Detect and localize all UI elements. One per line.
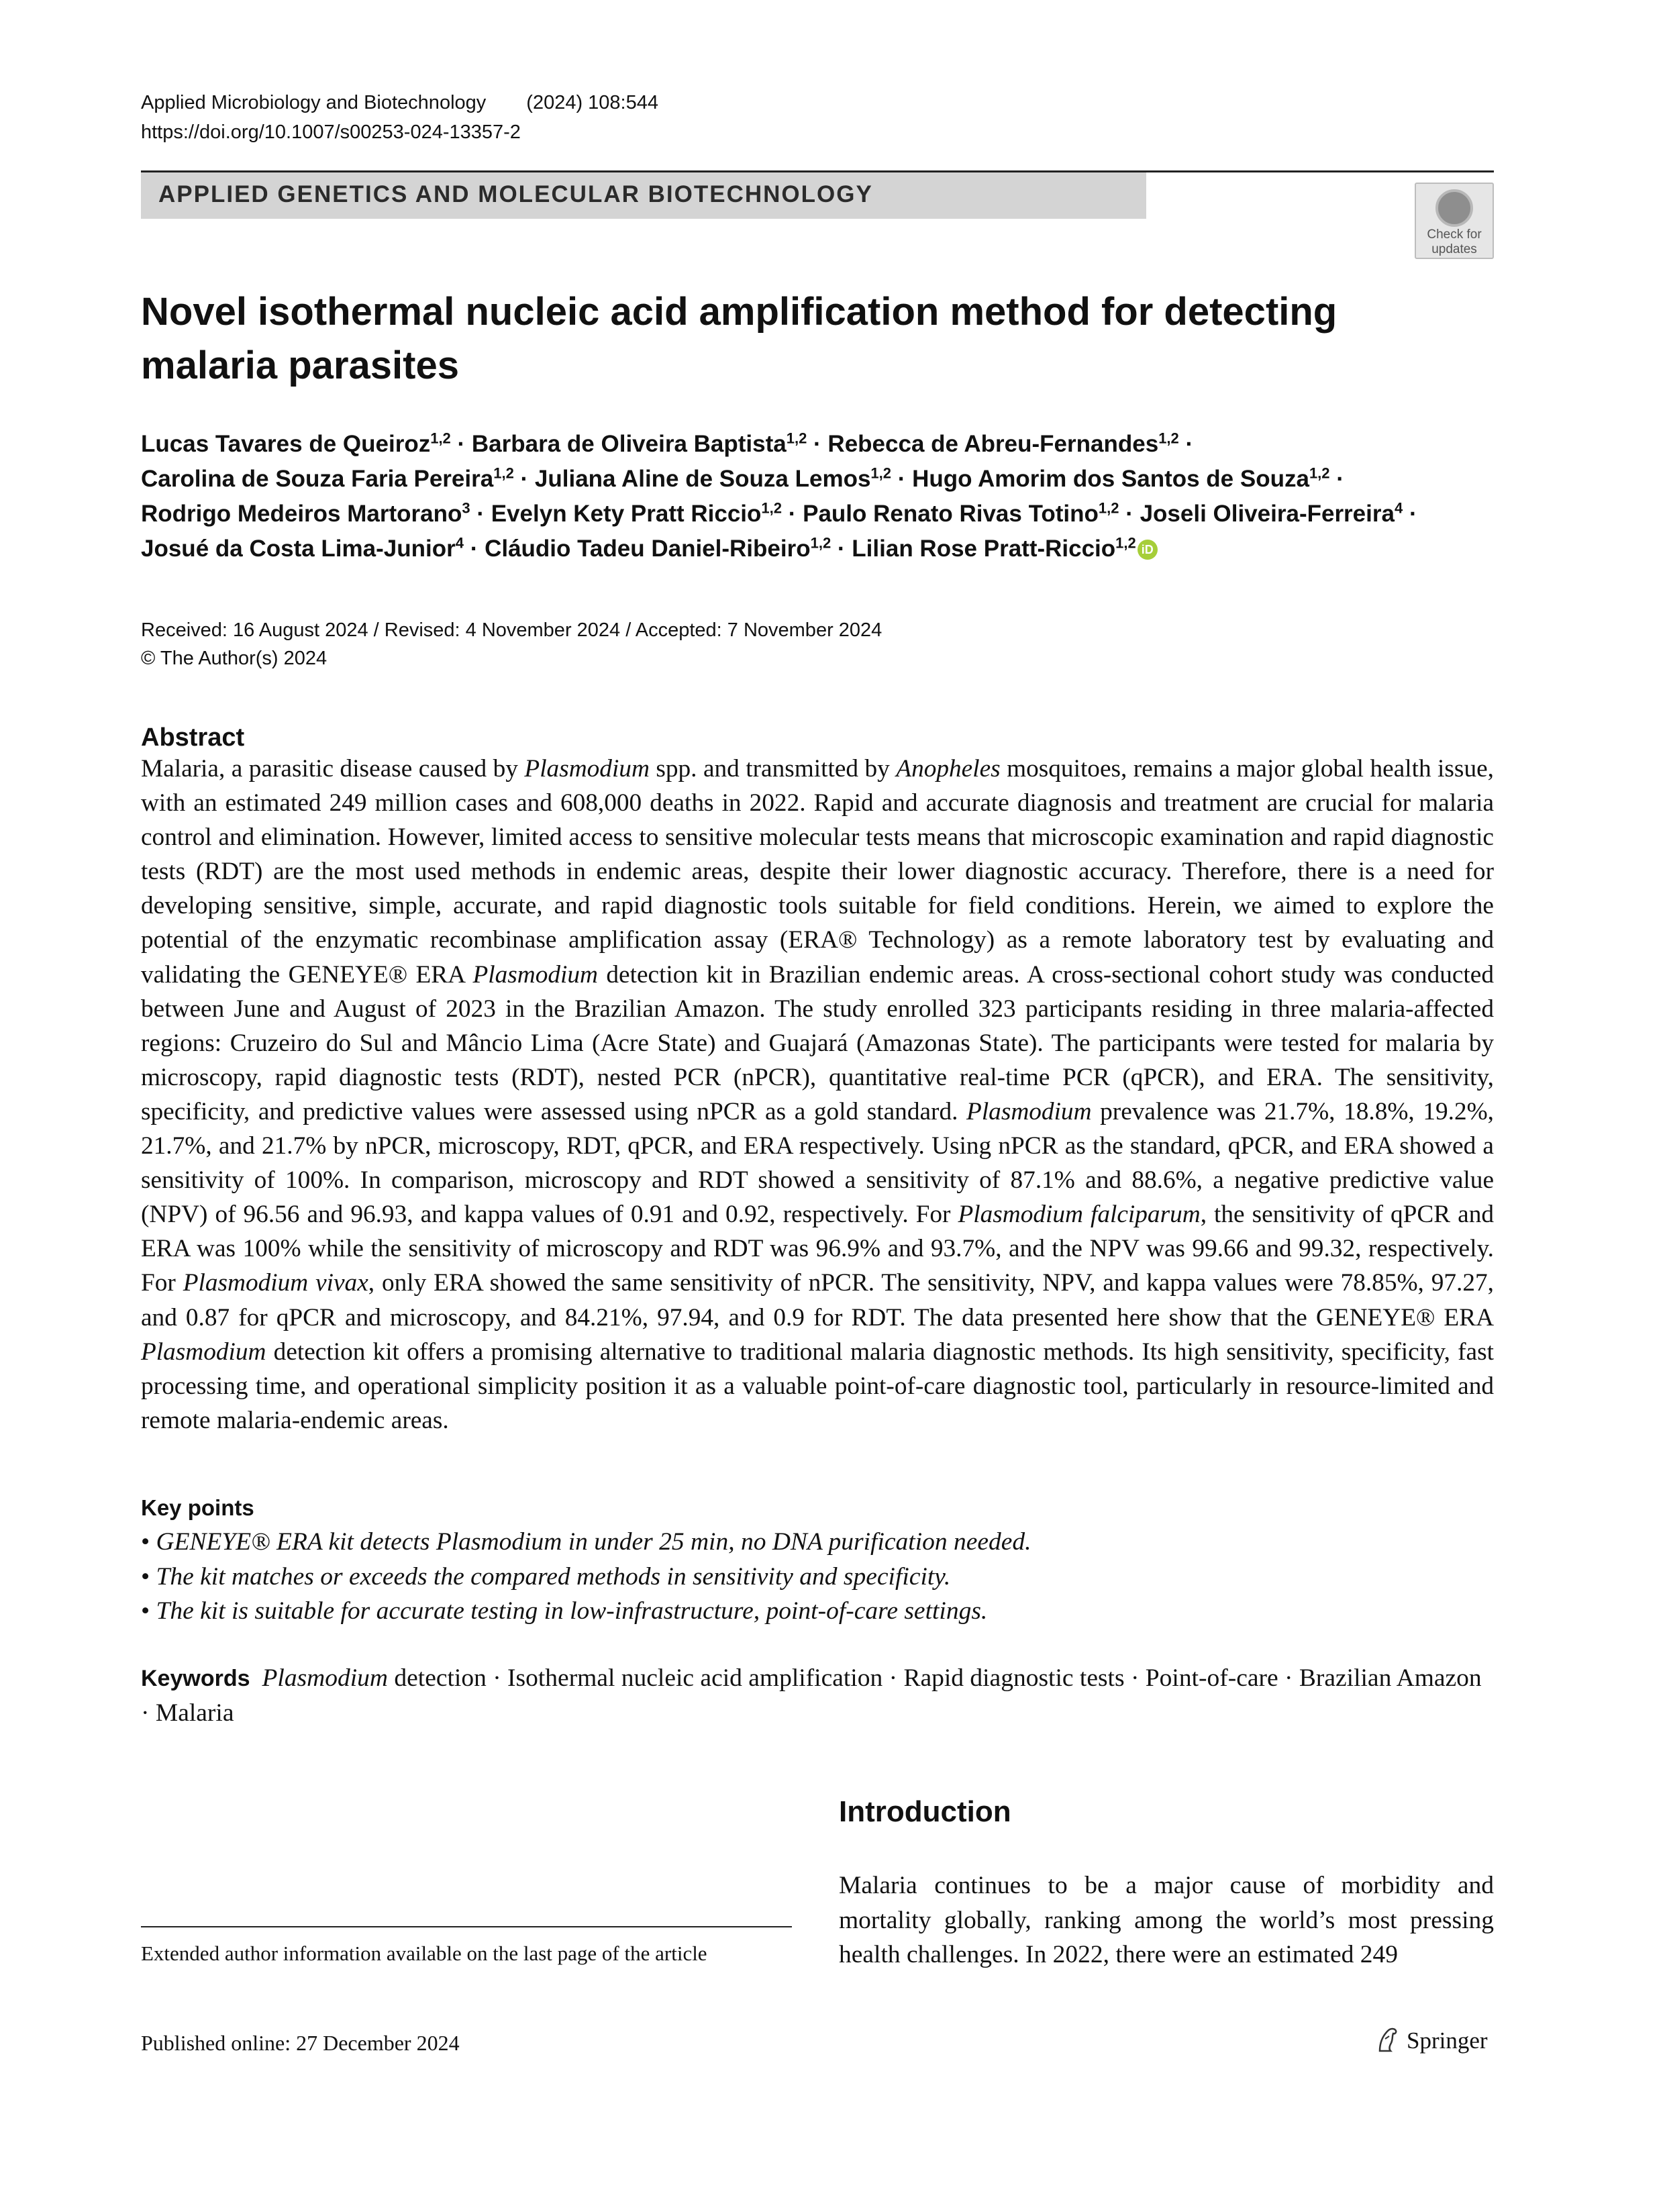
author[interactable]: Paulo Renato Rivas Totino$^{1,2}$ bbox=[803, 499, 1119, 527]
journal-header bbox=[141, 89, 658, 116]
journal-name: Applied Microbiology and Biotechnology bbox=[141, 92, 487, 113]
key-points-heading: Key points bbox=[141, 1495, 254, 1520]
abstract-italic-term: Anopheles bbox=[896, 755, 1001, 783]
key-point-item: • The kit is suitable for accurate testing in low-infrastructure, point-of-care settings. bbox=[141, 1594, 1494, 1629]
keywords-label: Keywords bbox=[141, 1666, 250, 1691]
abstract-italic-term: Plasmodium bbox=[524, 755, 650, 783]
abstract-italic-term: Plasmodium bbox=[141, 1338, 266, 1366]
abstract-italic-term: Plasmodium vivax bbox=[183, 1269, 368, 1297]
author[interactable]: Barbara de Oliveira Baptista$^{1,2}$ bbox=[471, 430, 807, 457]
journal-volume: (2024) 108:544 bbox=[526, 92, 658, 113]
publisher-mark[interactable] bbox=[1376, 2025, 1488, 2056]
abstract-italic-term: Plasmodium bbox=[966, 1097, 1092, 1125]
abstract-text: mosquitoes, remains a major global health issue, with an estimated 249 million cases and 608,000 deaths in 2022. Rapid and accurate diagnosis and treatment are crucial for malaria control and elimination. However, limited access to sensitive molecular tests means that microscopic examination and rapid diagnostic tests (RDT) are the most used methods in endemic areas, despite their lower diagnostic accuracy. Therefore, there is a need for developing sensitive, simple, accurate, and rapid diagnostic tools suitable for field conditions. Herein, we aimed to explore the potential of the enzymatic recombinase amplification assay (ERA® Technology) as a remote laboratory test by evaluating and validating the GENEYE® ERA bbox=[141, 755, 1494, 989]
key-point-item: • GENEYE® ERA kit detects Plasmodium in under 25 min, no DNA purification needed. bbox=[141, 1525, 1494, 1560]
abstract-text: detection kit offers a promising alternative to traditional malaria diagnostic methods. Its high sensitivity, specificity, fast processing time, and operational simplicity position it as a valuable point-of-care diagnostic tool, particularly in resource-limited and remote malaria-endemic areas. bbox=[141, 1338, 1494, 1434]
author[interactable]: Juliana Aline de Souza Lemos$^{1,2}$ bbox=[534, 464, 892, 492]
author[interactable]: Josué da Costa Lima-Junior$^4$ bbox=[141, 534, 464, 562]
keywords bbox=[141, 1661, 1494, 1731]
abstract-heading: Abstract bbox=[141, 723, 245, 752]
abstract-italic-term: Plasmodium bbox=[472, 960, 598, 989]
author[interactable]: Lilian Rose Pratt-Riccio$^{1,2}$ bbox=[852, 534, 1136, 562]
springer-horse-icon bbox=[1376, 2027, 1399, 2052]
author[interactable]: Carolina de Souza Faria Pereira$^{1,2}$ bbox=[141, 464, 514, 492]
author[interactable]: Evelyn Kety Pratt Riccio$^{1,2}$ bbox=[491, 499, 782, 527]
author[interactable]: Lucas Tavares de Queiroz$^{1,2}$ bbox=[141, 430, 451, 457]
keywords-rest: detection · Isothermal nucleic acid amplification · Rapid diagnostic tests · Point-of-care · Brazilian Amazon · Malaria bbox=[141, 1664, 1482, 1727]
article-dates: Received: 16 August 2024 / Revised: 4 November 2024 / Accepted: 7 November 2024 bbox=[141, 619, 882, 641]
abstract-text: prevalence was 21.7%, 18.8%, 19.2%, 21.7%, and 21.7% by nPCR, microscopy, RDT, qPCR, and ERA respectively. Using nPCR as the standard, qPCR, and ERA showed a sensitivity of 100%. In comparison, microscopy and RDT showed a sensitivity of 87.1% and 88.6%, a negative predictive value (NPV) of 96.56 and 96.93, and kappa values of 0.91 and 0.92, respectively. For bbox=[141, 1097, 1494, 1229]
check-updates-icon bbox=[1435, 189, 1473, 227]
key-points-list bbox=[141, 1525, 1494, 1629]
publisher-name: Springer bbox=[1407, 2027, 1488, 2054]
abstract-text: Malaria, a parasitic disease caused by bbox=[141, 755, 525, 783]
keyword-plasmodium: Plasmodium bbox=[262, 1664, 388, 1692]
author[interactable]: Rodrigo Medeiros Martorano$^3$ bbox=[141, 499, 470, 527]
check-badge-line2: updates bbox=[1431, 242, 1477, 256]
check-badge-line1: Check for bbox=[1427, 228, 1482, 242]
title-line-2: malaria parasites bbox=[141, 344, 459, 387]
author[interactable]: Rebecca de Abreu-Fernandes$^{1,2}$ bbox=[827, 430, 1179, 457]
author[interactable]: Joseli Oliveira-Ferreira$^4$ bbox=[1140, 499, 1403, 527]
title-line-1: Novel isothermal nucleic acid amplification method for detecting bbox=[141, 290, 1338, 334]
abstract-text: spp. and transmitted by bbox=[649, 755, 897, 783]
section-label: APPLIED GENETICS AND MOLECULAR BIOTECHNOLOGY bbox=[158, 181, 873, 207]
section-banner bbox=[141, 170, 1146, 219]
article-title bbox=[141, 285, 1483, 393]
copyright: © The Author(s) 2024 bbox=[141, 648, 327, 669]
doi-link[interactable]: https://doi.org/10.1007/s00253-024-13357-2 bbox=[141, 121, 521, 143]
banner-rule bbox=[1146, 170, 1494, 172]
author[interactable]: Hugo Amorim dos Santos de Souza$^{1,2}$ bbox=[912, 464, 1330, 492]
abstract-text: , the sensitivity of qPCR and ERA was 100% while the sensitivity of microscopy and RDT was 96.9% and 93.7%, and the NPV was 99.66 and 99.32, respectively. For bbox=[141, 1201, 1495, 1297]
author-list: Lucas Tavares de Queiroz$^{1,2}$ · Barbara de Oliveira Baptista$^{1,2}$ · Rebecca de Abreu-Fernandes$^{1,2}$ · Carolina de Souza Faria Pereira$^{1,2}$ · Juliana Aline de Souza Lemos$^{1,2}$ · Hugo Amorim dos Santos de Souza$^{1,2}$ · Rodrigo Medeiros Martorano$^3$ · Evelyn Kety Pratt Riccio$^{1,2}$ · Paulo Renato Rivas Totino$^{1,2}$ · Joseli Oliveira-Ferreira$^4$ · Josué da Costa Lima-Junior$^4$ · Cláudio Tadeu Daniel-Ribeiro$^{1,2}$ · Lilian Rose Pratt-Riccio$^{1,2}$ iD bbox=[141, 430, 1417, 562]
check-for-updates-button[interactable] bbox=[1415, 183, 1494, 259]
author[interactable]: Cláudio Tadeu Daniel-Ribeiro$^{1,2}$ bbox=[485, 534, 831, 562]
introduction-body: Malaria continues to be a major cause of morbidity and mortality globally, ranking among the world’s most pressing health challenges. In 2022, there were an estimated 249 bbox=[839, 1872, 1494, 1968]
abstract-text: detection kit in Brazilian endemic areas. A cross-sectional cohort study was conducted between June and August of 2023 in the Brazilian Amazon. The study enrolled 323 participants residing in three malaria-affected regions: Cruzeiro do Sul and Mâncio Lima (Acre State) and Guajará (Amazonas State). The participants were tested for malaria by microscopy, rapid diagnostic tests (RDT), nested PCR (nPCR), quantitative real-time PCR (qPCR), and ERA. The sensitivity, specificity, and predictive values were assessed using nPCR as a gold standard. bbox=[141, 960, 1494, 1125]
abstract-italic-term: Plasmodium falciparum bbox=[958, 1201, 1201, 1229]
introduction-heading: Introduction bbox=[839, 1795, 1011, 1828]
orcid-icon[interactable]: iD bbox=[1138, 540, 1158, 560]
key-point-item: • The kit matches or exceeds the compared methods in sensitivity and specificity. bbox=[141, 1560, 1494, 1595]
abstract-text: , only ERA showed the same sensitivity of nPCR. The sensitivity, NPV, and kappa values were 78.85%, 97.27, and 0.87 for qPCR and microscopy, and 84.21%, 97.94, and 0.9 for RDT. The data presented here show that the GENEYE® ERA bbox=[141, 1269, 1494, 1331]
abstract-body bbox=[141, 752, 1494, 1438]
footnote: Extended author information available on the last page of the article bbox=[141, 1942, 707, 1965]
footnote-rule bbox=[141, 1926, 792, 1927]
published-date: Published online: 27 December 2024 bbox=[141, 2031, 460, 2055]
